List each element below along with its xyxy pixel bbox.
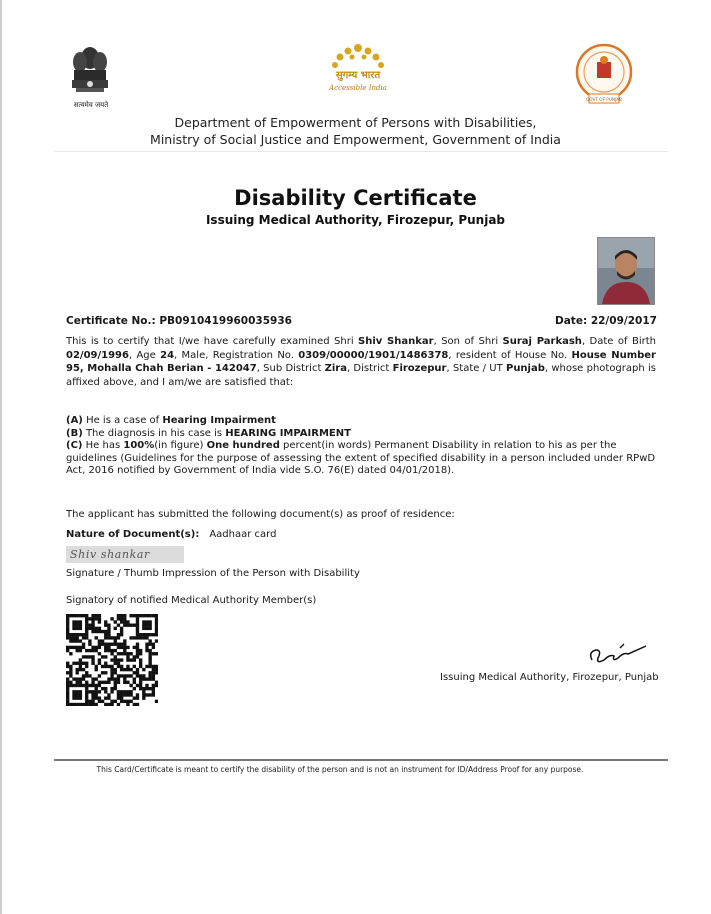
applicant-name: Shiv Shankar [358,336,434,347]
finding-c: (C) He has 100%(in figure) One hundred percent(in words) Permanent Disability in relation to his as per the guidelines (Guidelines for the purpose of assessing the extent of specified disability in a person included under RPwD Act, 2016 notified by Government of India vide S.O. 76(E) dated 04/01/2018). [66,440,656,476]
sub-district: Zira [324,363,347,374]
address: House Number 95, Mohalla Chah Berian - 142047 [66,349,656,374]
officer-signature [584,638,650,670]
residence-statement: The applicant has submitted the following document(s) as proof of residence: [66,509,455,520]
district: Firozepur [392,363,447,374]
certificate-number [66,315,292,327]
certification-paragraph: This is to certify that I/we have carefully examined Shri Shiv Shankar, Son of Shri Suraj Parkash, Date of Birth 02/09/1996, Age 24, Male, Registration No. 0309/00000/1901/1486378, resident of House No. House Number 95, Mohalla Chah Berian - 142047, Sub District Zira, District Firozepur, State / UT Punjab, whose photograph is affixed above, and I am/we are satisfied that: [66,336,656,388]
department-line-2: Ministry of Social Justice and Empowerment, Government of India [150,132,561,147]
findings-list [66,415,656,478]
footer-note: This Card/Certificate is meant to certify the disability of the person and is not an instrument for ID/Address Proof for any purpose. [96,765,584,774]
certificate-number-value: PB0910419960035936 [159,315,292,327]
certificate-subtitle: Issuing Medical Authority, Firozepur, Punjab [205,213,506,227]
svg-text:GOVT OF PUNJAB: GOVT OF PUNJAB [586,97,622,102]
date-of-birth: 02/09/1996 [66,349,129,361]
applicant-signature: Shiv shankar [66,546,184,563]
applicant-photo [597,237,655,305]
state: Punjab [505,363,545,374]
document-nature [66,529,276,540]
signatory-label: Signatory of notified Medical Authority Member(s) [66,595,317,606]
certificate-date-label: Date: [555,315,588,327]
document-nature-label: Nature of Document(s): [66,529,200,540]
svg-text:Accessible India: Accessible India [329,84,387,92]
finding-b: (B) The diagnosis in his case is HEARING IMPAIRMENT [66,427,351,439]
emblem-motto: सत्यमेव जयते [73,101,109,109]
father-name: Suraj Parkash [502,336,582,347]
footer-divider [54,759,668,761]
certificate-number-label: Certificate No.: [66,315,156,327]
department-line-1: Department of Empowerment of Persons with Disabilities, [174,115,537,130]
punjab-seal-icon [574,42,634,106]
qr-code [66,614,158,706]
accessible-india-logo-icon [326,40,390,96]
svg-text:सुगम्य भारत: सुगम्य भारत [335,70,381,81]
signature-caption: Signature / Thumb Impression of the Person with Disability [66,568,360,579]
finding-a: (A) He is a case of Hearing Impairment [66,415,276,426]
document-nature-value: Aadhaar card [209,529,277,540]
header-divider [54,151,668,152]
certificate-date [555,315,657,327]
registration-number: 0309/00000/1901/1486378 [298,349,449,361]
certificate-title: Disability Certificate [234,186,477,210]
age: 24 [160,349,175,361]
issuing-authority: Issuing Medical Authority, Firozepur, Punjab [440,672,659,683]
certificate-date-value: 22/09/2017 [590,315,657,327]
